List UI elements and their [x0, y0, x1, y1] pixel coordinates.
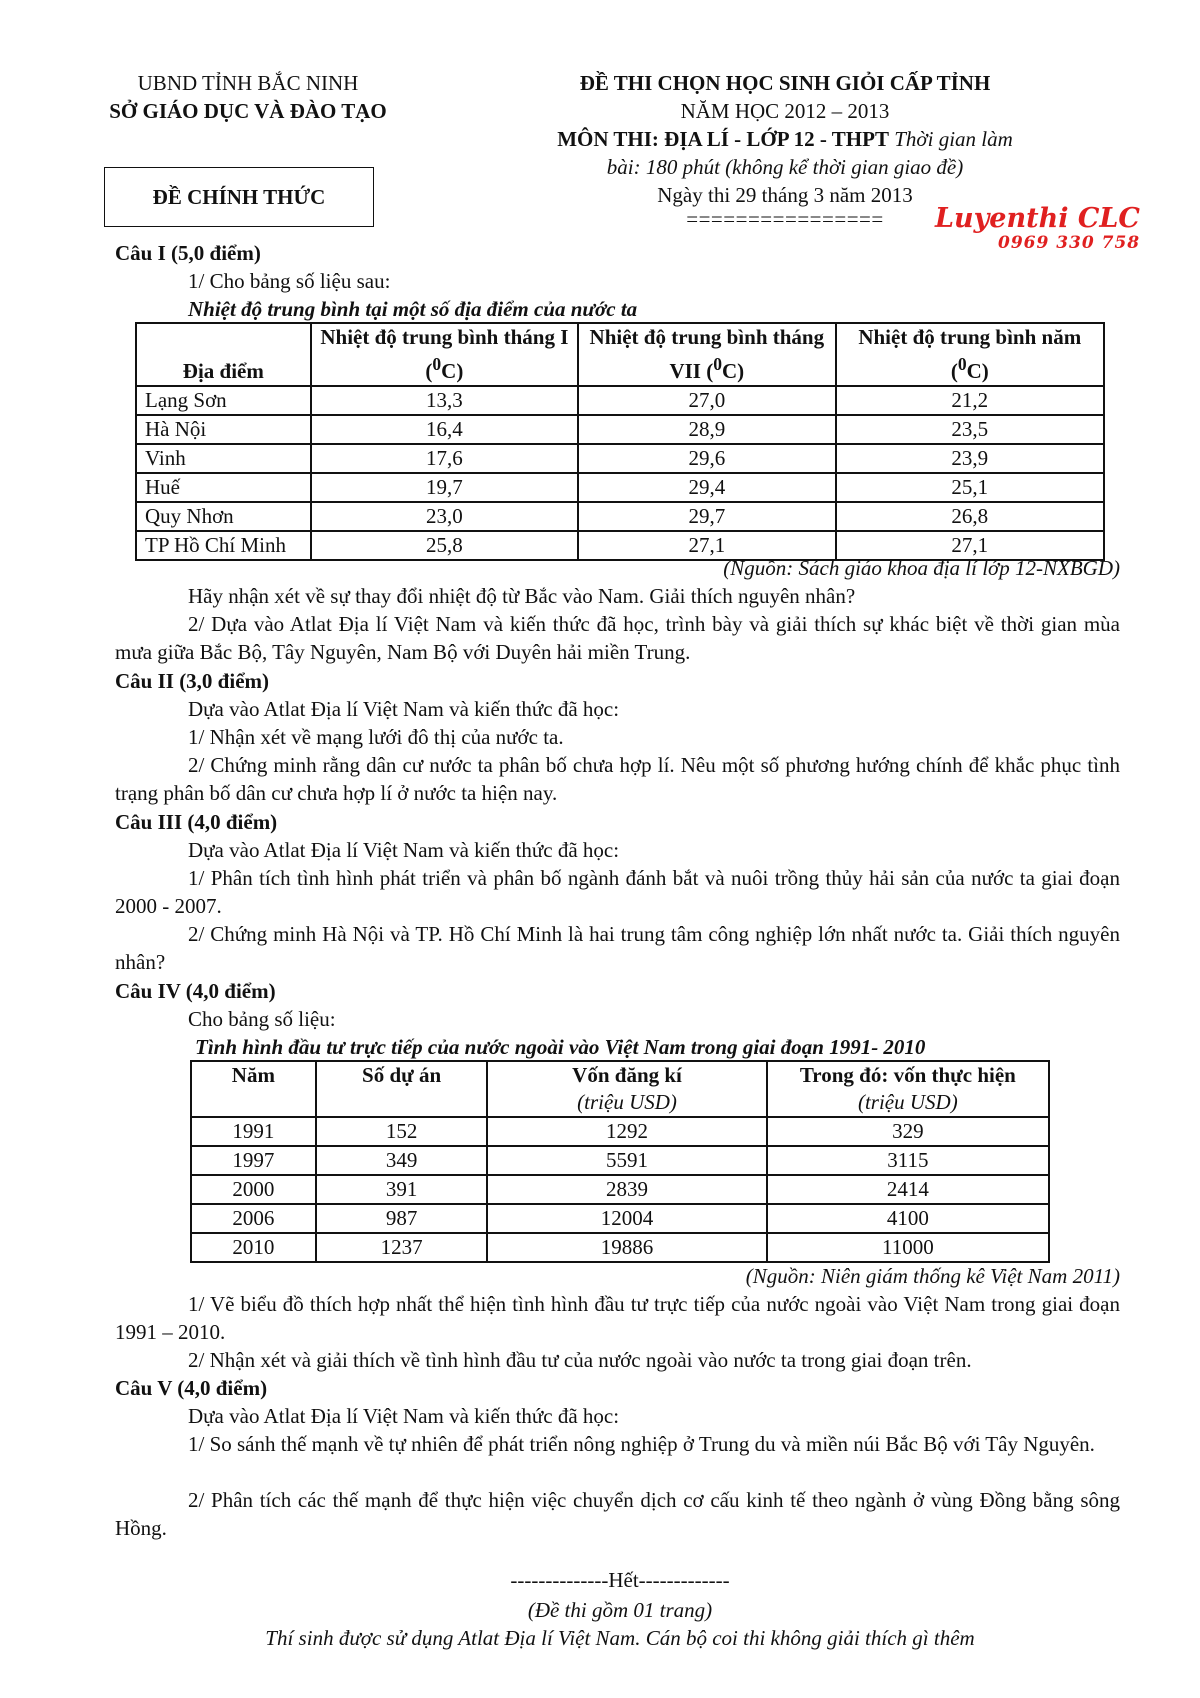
cell-value: 152 [316, 1117, 488, 1146]
cell-value: 12004 [487, 1204, 766, 1233]
q3-p1: 1/ Phân tích tình hình phát triển và phân bố ngành đánh bắt và nuôi trồng thủy hải sản của nước ta giai đoạn 2000 - 2007. [115, 866, 1120, 918]
exam-duration-start: Thời gian làm [888, 127, 1013, 151]
fdi-table [190, 1060, 1050, 1263]
degree-sup: 0 [957, 354, 967, 374]
header-registered-capital-unit: (triệu USD) [577, 1090, 677, 1114]
temperature-table [135, 322, 1105, 561]
q1-table-title: Nhiệt độ trung bình tại một số địa điểm của nước ta [188, 297, 638, 321]
cell-value: 29,6 [578, 444, 835, 473]
cell-year: 2000 [191, 1175, 316, 1204]
exam-subject [505, 126, 1065, 153]
cell-value: 28,9 [578, 415, 835, 444]
cell-value: 1292 [487, 1117, 766, 1146]
candidate-note: Thí sinh được sử dụng Atlat Địa lí Việt Nam. Cán bộ coi thi không giải thích gì thêm [265, 1626, 975, 1650]
q4-source: (Nguồn: Niên giám thống kê Việt Nam 2011) [745, 1264, 1120, 1288]
q4-p1: 1/ Vẽ biểu đồ thích hợp nhất thể hiện tình hình đầu tư trực tiếp của nước ngoài vào Việt Nam trong giai đoạn 1991 – 2010. [115, 1292, 1120, 1344]
cell-location: Huế [136, 473, 311, 502]
table-row [191, 1146, 1049, 1175]
cell-year: 1991 [191, 1117, 316, 1146]
degree-unit: C) [721, 359, 745, 383]
official-exam-box [104, 167, 374, 227]
q1-ask1: Hãy nhận xét về sự thay đổi nhiệt độ từ Bắc vào Nam. Giải thích nguyên nhân? [188, 584, 856, 608]
cell-value: 391 [316, 1175, 488, 1204]
q4-title: Câu IV (4,0 điểm) [115, 979, 276, 1003]
cell-location: Vinh [136, 444, 311, 473]
cell-value: 16,4 [311, 415, 578, 444]
watermark-brand: Luyenthi CLC [935, 203, 1140, 234]
q4-table-title: Tình hình đầu tư trực tiếp của nước ngoài vào Việt Nam trong giai đoạn 1991- 2010 [195, 1035, 926, 1059]
q1-source: (Nguồn: Sách giáo khoa địa lí lớp 12-NXBGD) [723, 556, 1120, 580]
issuer-department: SỞ GIÁO DỤC VÀ ĐÀO TẠO [109, 99, 387, 123]
table-row [136, 444, 1104, 473]
cell-value: 27,1 [578, 531, 835, 560]
degree-sup: 0 [713, 354, 722, 374]
header-jan-temp [311, 323, 578, 386]
header-jul-temp [578, 323, 835, 386]
end-marker: --------------Hết------------- [510, 1568, 730, 1592]
cell-location: TP Hồ Chí Minh [136, 531, 311, 560]
cell-year: 2006 [191, 1204, 316, 1233]
header-implemented-capital-label: Trong đó: vốn thực hiện [799, 1063, 1016, 1087]
q1-title: Câu I (5,0 điểm) [115, 241, 261, 265]
cell-value: 19886 [487, 1233, 766, 1262]
cell-value: 987 [316, 1204, 488, 1233]
table-row [136, 473, 1104, 502]
header-implemented-capital-unit: (triệu USD) [857, 1090, 958, 1114]
watermark-phone: 0969 330 758 [998, 233, 1141, 253]
cell-year: 1997 [191, 1146, 316, 1175]
cell-value: 5591 [487, 1146, 766, 1175]
degree-unit: C) [441, 359, 464, 383]
cell-value: 23,5 [836, 415, 1104, 444]
table-row [191, 1175, 1049, 1204]
cell-value: 2414 [767, 1175, 1049, 1204]
header-year: Năm [191, 1061, 316, 1117]
temperature-table-header [136, 323, 1104, 386]
cell-value: 19,7 [311, 473, 578, 502]
cell-value: 329 [767, 1117, 1049, 1146]
cell-value: 21,2 [836, 386, 1104, 415]
table-row [191, 1117, 1049, 1146]
cell-value: 23,0 [311, 502, 578, 531]
exam-date: Ngày thi 29 tháng 3 năm 2013 [657, 183, 913, 207]
exam-duration: bài: 180 phút (không kể thời gian giao đề) [606, 155, 964, 179]
q2-title: Câu II (3,0 điểm) [115, 669, 270, 693]
table-row [136, 386, 1104, 415]
cell-location: Quy Nhơn [136, 502, 311, 531]
school-year: NĂM HỌC 2012 – 2013 [680, 99, 890, 123]
page-count-note: (Đề thi gồm 01 trang) [527, 1598, 713, 1622]
cell-value: 4100 [767, 1204, 1049, 1233]
header-implemented-capital [767, 1061, 1049, 1117]
cell-value: 25,8 [311, 531, 578, 560]
header-jan-temp-text: Nhiệt độ trung bình tháng I ( [320, 325, 569, 383]
q1-intro: 1/ Cho bảng số liệu sau: [188, 269, 391, 293]
table-row [136, 415, 1104, 444]
table-row [191, 1204, 1049, 1233]
q3-p2: 2/ Chứng minh Hà Nội và TP. Hồ Chí Minh là hai trung tâm công nghiệp lớn nhất nước ta. Giải thích nguyên nhân? [115, 922, 1120, 974]
cell-value: 29,7 [578, 502, 835, 531]
header-registered-capital [487, 1061, 766, 1117]
header-location: Địa điểm [136, 323, 311, 386]
q2-p2: 2/ Chứng minh rằng dân cư nước ta phân bố chưa hợp lí. Nêu một số phương hướng chính để khắc phục tình trạng phân bố dân cư chưa hợp lí ở nước ta hiện nay. [115, 753, 1120, 805]
cell-value: 2839 [487, 1175, 766, 1204]
cell-location: Lạng Sơn [136, 386, 311, 415]
cell-value: 11000 [767, 1233, 1049, 1262]
cell-year: 2010 [191, 1233, 316, 1262]
q2-intro: Dựa vào Atlat Địa lí Việt Nam và kiến thức đã học: [188, 697, 620, 721]
exam-subject-label: MÔN THI: ĐỊA LÍ - LỚP 12 - THPT [557, 127, 889, 151]
cell-value: 1237 [316, 1233, 488, 1262]
cell-value: 23,9 [836, 444, 1104, 473]
q5-p1: 1/ So sánh thế mạnh về tự nhiên để phát triển nông nghiệp ở Trung du và miền núi Bắc Bộ với Tây Nguyên. [188, 1432, 1095, 1456]
q2-p1: 1/ Nhận xét về mạng lưới đô thị của nước ta. [188, 725, 564, 749]
header-divider: ================ [686, 207, 884, 231]
official-exam-label: ĐỀ CHÍNH THỨC [152, 184, 326, 209]
header-year-temp-text: Nhiệt độ trung bình năm ( [858, 325, 1082, 383]
q3-intro: Dựa vào Atlat Địa lí Việt Nam và kiến thức đã học: [188, 838, 620, 862]
degree-sup: 0 [432, 354, 442, 374]
cell-location: Hà Nội [136, 415, 311, 444]
q5-p2: 2/ Phân tích các thế mạnh để thực hiện việc chuyển dịch cơ cấu kinh tế theo ngành ở vùng Đồng bằng sông Hồng. [115, 1488, 1120, 1540]
cell-value: 29,4 [578, 473, 835, 502]
cell-value: 27,0 [578, 386, 835, 415]
q4-p2: 2/ Nhận xét và giải thích về tình hình đầu tư của nước ngoài vào nước ta trong giai đoạn trên. [188, 1348, 972, 1372]
cell-value: 17,6 [311, 444, 578, 473]
q5-title: Câu V (4,0 điểm) [115, 1376, 268, 1400]
cell-value: 27,1 [836, 531, 1104, 560]
header-registered-capital-label: Vốn đăng kí [572, 1063, 682, 1087]
cell-value: 349 [316, 1146, 488, 1175]
header-projects: Số dự án [316, 1061, 488, 1117]
q3-title: Câu III (4,0 điểm) [115, 810, 278, 834]
degree-unit: C) [966, 359, 989, 383]
header-jul-temp-text: Nhiệt độ trung bình tháng VII ( [589, 325, 825, 383]
issuer-province: UBND TỈNH BẮC NINH [137, 71, 359, 95]
cell-value: 3115 [767, 1146, 1049, 1175]
cell-value: 13,3 [311, 386, 578, 415]
q5-intro: Dựa vào Atlat Địa lí Việt Nam và kiến thức đã học: [188, 1404, 620, 1428]
cell-value: 25,1 [836, 473, 1104, 502]
fdi-table-header [191, 1061, 1049, 1117]
q4-intro: Cho bảng số liệu: [188, 1007, 336, 1031]
header-year-temp [836, 323, 1104, 386]
exam-title: ĐỀ THI CHỌN HỌC SINH GIỎI CẤP TỈNH [579, 71, 991, 95]
q1-ask2: 2/ Dựa vào Atlat Địa lí Việt Nam và kiến thức đã học, trình bày và giải thích sự khác biệt về thời gian mùa mưa giữa Bắc Bộ, Tây Nguyên, Nam Bộ với Duyên hải miền Trung. [115, 612, 1120, 664]
table-row [136, 502, 1104, 531]
table-row [191, 1233, 1049, 1262]
cell-value: 26,8 [836, 502, 1104, 531]
